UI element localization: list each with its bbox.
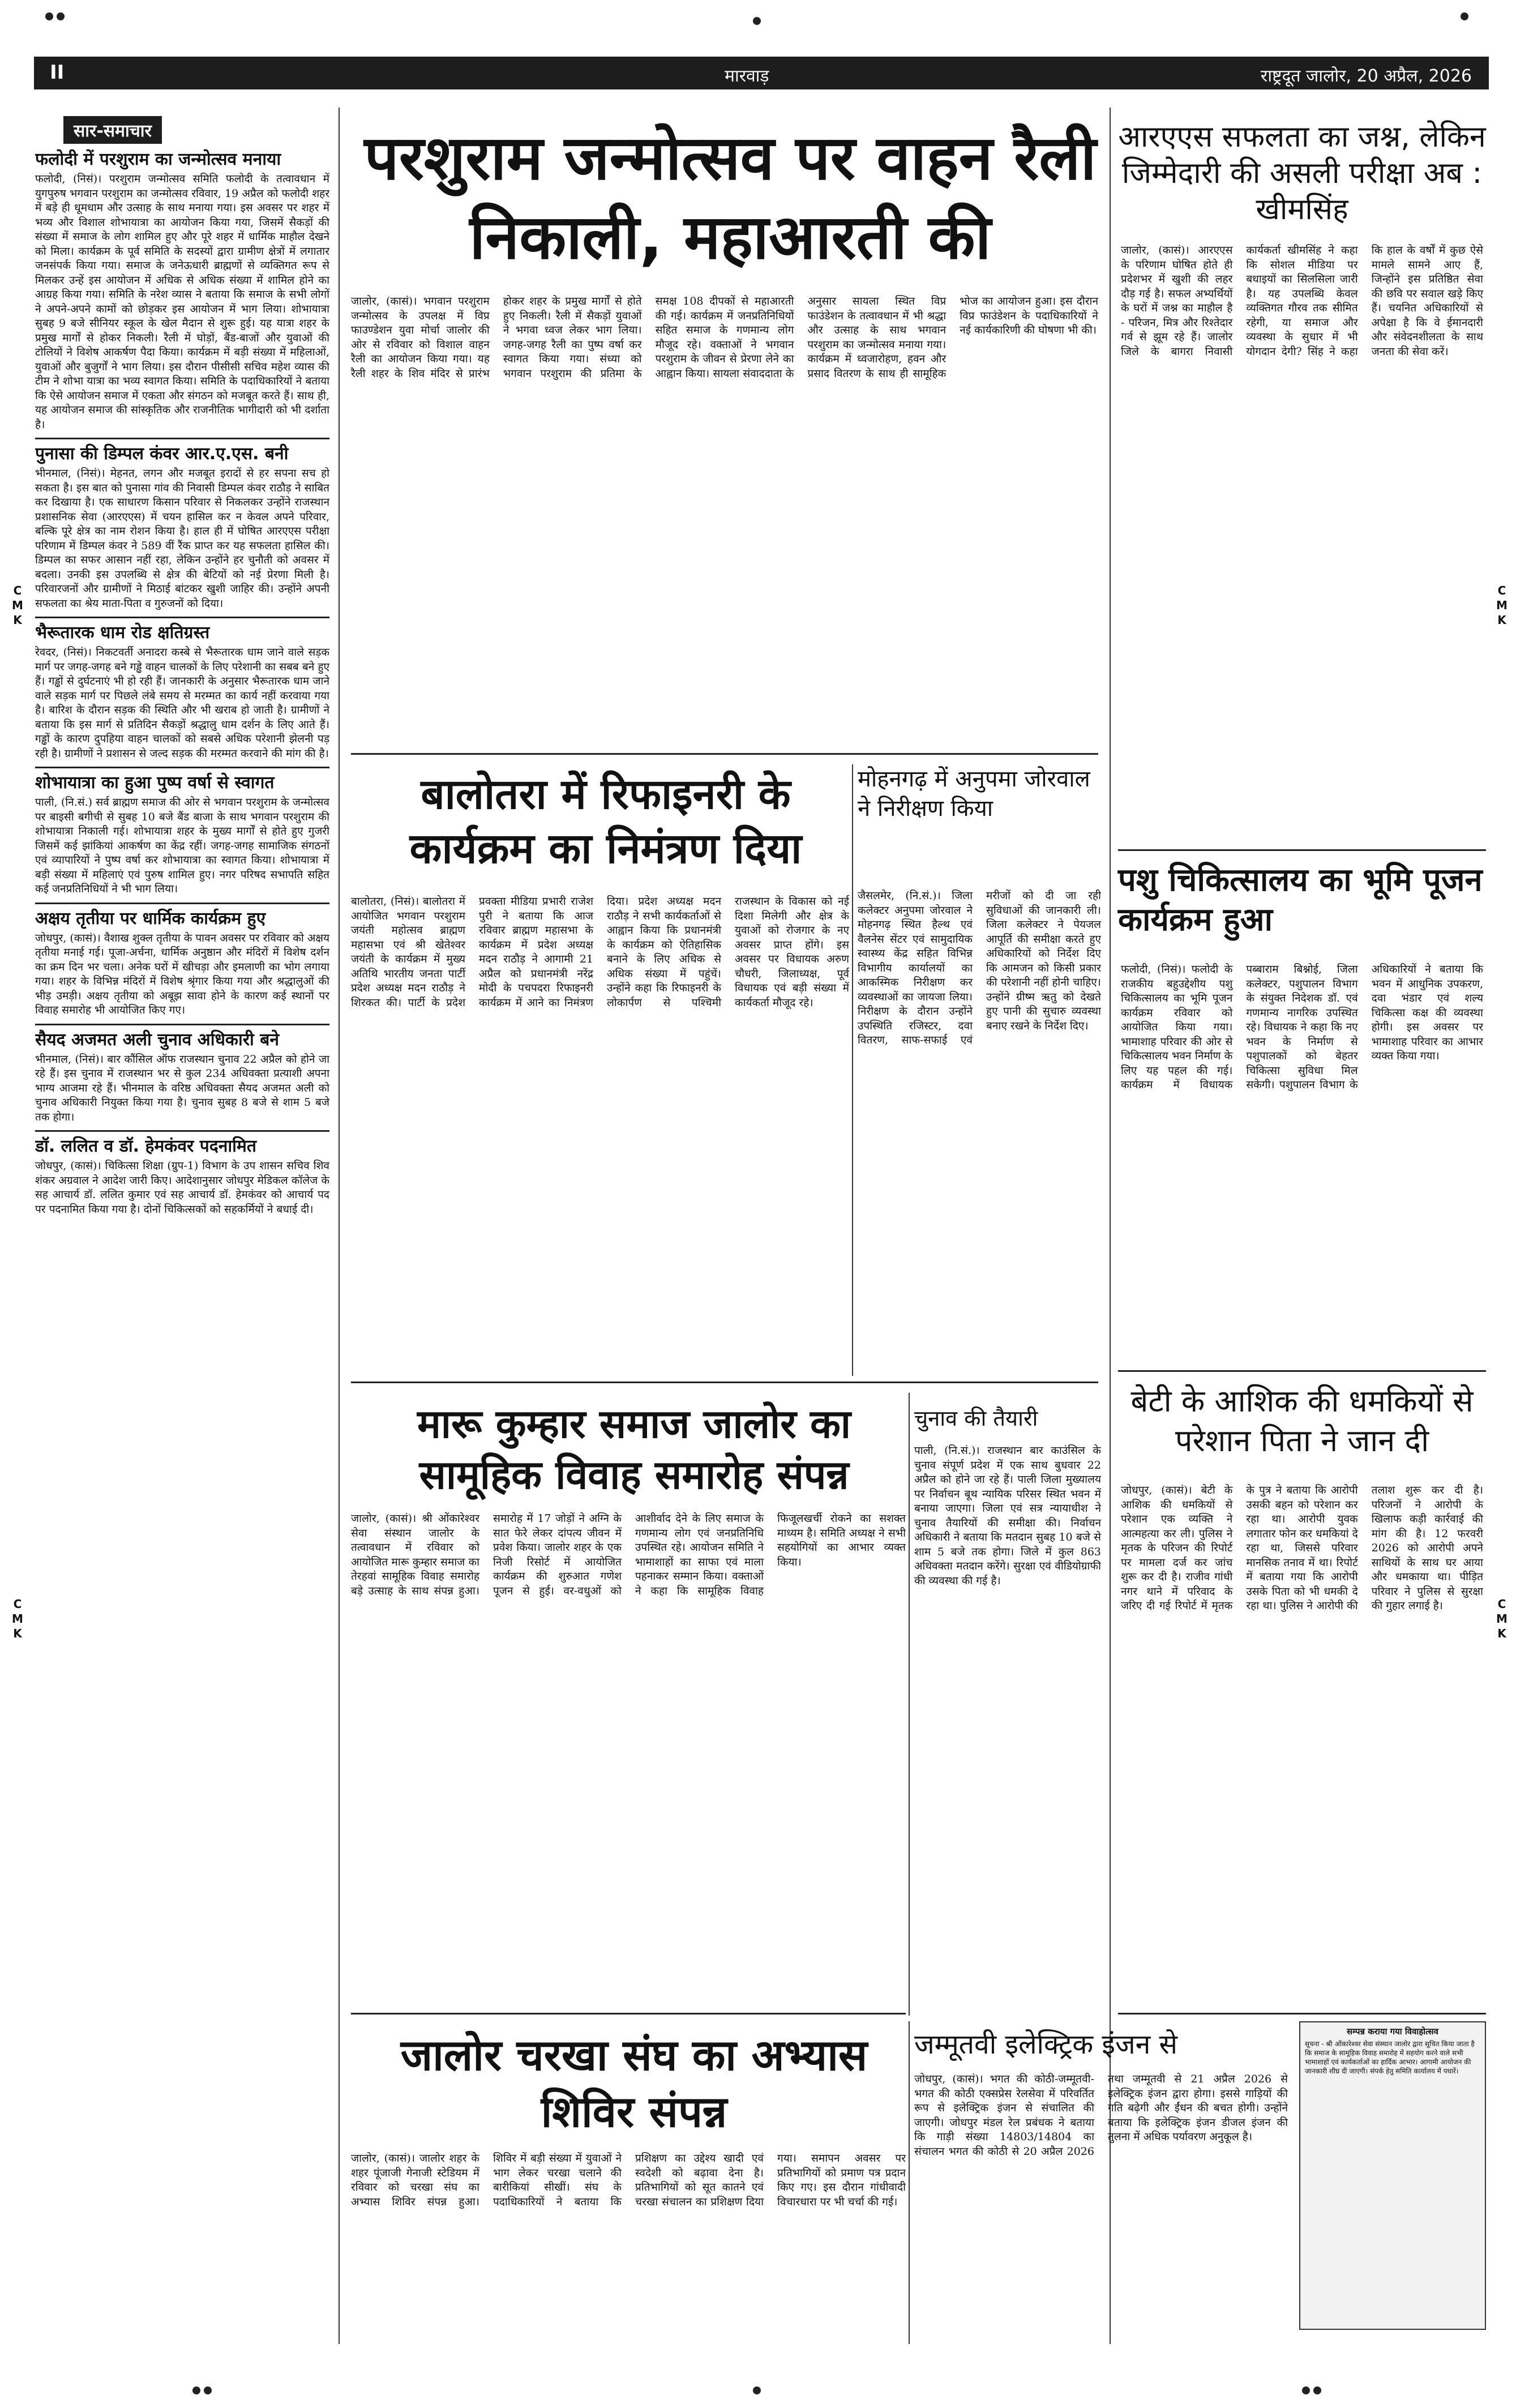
classified-notice — [1299, 2021, 1486, 2330]
page-number: II — [50, 61, 65, 84]
sidebar-divider — [35, 1130, 329, 1132]
column-rule-right — [1110, 108, 1111, 2344]
refinery-headline: बालोतरा में रिफाइनरी के कार्यक्रम का निमंत्रण दिया — [409, 770, 802, 873]
sidebar-divider — [35, 438, 329, 439]
sidebar-briefs — [35, 116, 329, 2341]
engine-headline: जम्मूतवी इलेक्ट्रिक इंजन से — [914, 2029, 1177, 2060]
election-article-body — [914, 1444, 1101, 2010]
threat-article-body — [1121, 1483, 1483, 2016]
inspection-article-text: जैसलमेर, (नि.सं.)। जिला कलेक्टर अनुपमा जोरवाल ने मोहनगढ़ स्थित हैल्थ एवं वैलनेस सेंटर एवं सामुदायिक स्वास्थ्य केंद्र सहित विभिन्न विभागीय कार्यालयों का आकस्मिक निरीक्षण कर व्यवस्थाओं का जायजा लिया। निरीक्षण के दौरान उन्होंने उपस्थिति रजिस्टर, दवा वितरण, साफ-सफाई एवं मरीजों को दी जा रही सुविधाओं की जानकारी ली। जिला कलेक्टर ने पेयजल आपूर्ति की समीक्षा करते हुए अधिकारियों को निर्देश दिए कि आमजन को किसी प्रकार की परेशानी नहीं होनी चाहिए। उन्होंने ग्रीष्म ऋतु को देखते हुए पानी की सुचारु व्यवस्था बनाए रखने के निर्देश दिए। — [858, 889, 1101, 1046]
inspection-article-body — [858, 889, 1101, 1376]
cmk-mark-right-bottom: C M K — [1496, 1597, 1508, 1640]
column-rule-sidebar — [339, 108, 340, 2344]
sidebar-item — [35, 149, 329, 432]
election-article-text: पाली, (नि.सं.)। राजस्थान बार काउंसिल के चुनाव संपूर्ण प्रदेश में एक साथ बुधवार 22 अप्रैल को होने जा रहे हैं। पाली जिला मुख्यालय पर निर्वाचन बूथ न्यायिक परिसर स्थित भवन में बनाया जाएगा। जिला एवं सत्र न्यायाधीश ने चुनाव तैयारियों की समीक्षा की। निर्वाचन अधिकारी ने बताया कि मतदान सुबह 10 बजे से शाम 5 बजे तक होगा। जिले में कुल 863 अधिवक्ता मतदान करेंगे। सुरक्षा एवं वीडियोग्राफी की व्यवस्था की गई है। — [914, 1444, 1101, 1587]
kumhar-article-body — [351, 1512, 906, 1965]
charkha-headline: जालोर चरखा संघ का अभ्यास शिविर संपन्न — [400, 2030, 868, 2137]
column-rule-election — [909, 1393, 910, 2016]
engine-article-text: जोधपुर, (कासं)। भगत की कोठी-जम्मूतवी-भगत की कोठी एक्सप्रेस रेलसेवा में परिवर्तित रूप से इलेक्ट्रिक इंजन से संचालित की जाएगी। जोधपुर मंडल रेल प्रबंधक ने बताया कि गाड़ी संख्या 14803/14804 का संचालन भगत की कोठी से 20 अप्रैल 2026 तथा जम्मूतवी से 21 अप्रैल 2026 से इलेक्ट्रिक इंजन द्वारा होगा। इससे गाड़ियों की गति बढ़ेगी और ईंधन की बचत होगी। उन्होंने बताया कि इलेक्ट्रिक इंजन डीजल इंजन की तुलना में अधिक पर्यावरण अनुकूल है। — [914, 2073, 1288, 2158]
sidebar-item-body: भीनमाल, (निसं)। बार कौंसिल ऑफ राजस्थान चुनाव 22 अप्रैल को होने जा रहे हैं। इस चुनाव में राजस्थान भर से कुल 234 अधिवक्ता प्रत्याशी अपना भाग्य आजमा रहे हैं। भीनमाल के वरिष्ठ अधिवक्ता सैयद अजमत अली को चुनाव अधिकारी नियुक्त किया गया है। चुनाव सुबह 8 बजे से शाम 5 बजे तक होगा। — [35, 1053, 329, 1123]
rule-right-2 — [1118, 1370, 1486, 1372]
sidebar-item — [35, 1136, 329, 1217]
inspection-headline: मोहनगढ़ में अनुपमा जोरवाल ने निरीक्षण किया — [858, 766, 1090, 822]
dateline: राष्ट्रदूत जालोर, 20 अप्रैल, 2026 — [1260, 66, 1472, 86]
sidebar-item-heading: सैयद अजमत अली चुनाव अधिकारी बने — [35, 1029, 280, 1050]
ras-headline: आरएएस सफलता का जश्न, लेकिन जिम्मेदारी की असली परीक्षा अब : खीमसिंह — [1118, 120, 1486, 226]
sidebar-item-heading: भैरूतारक धाम रोड क्षतिग्रस्त — [35, 623, 210, 643]
rule-right-3 — [1118, 2013, 1486, 2014]
sidebar-item-heading: पुनासा की डिम्पल कंवर आर.ए.एस. बनी — [35, 444, 289, 464]
registration-mark-bottom-center — [753, 2386, 761, 2394]
charkha-article-body — [351, 2152, 906, 2338]
registration-mark-top-right — [1461, 12, 1468, 20]
cmk-mark-left-bottom: C M K — [12, 1597, 23, 1640]
kumhar-article-text: जालोर, (कासं)। श्री ओंकारेश्वर सेवा संस्थान जालोर के तत्वावधान में रविवार को आयोजित मारू कुम्हार समाज का तेरहवां सामूहिक विवाह समारोह बड़े उत्साह के साथ संपन्न हुआ। समारोह में 17 जोड़ों ने अग्नि के सात फेरे लेकर दांपत्य जीवन में प्रवेश किया। जालोर शहर के एक निजी रिसोर्ट में आयोजित कार्यक्रम की शुरुआत गणेश पूजन से हुई। वर-वधुओं को आशीर्वाद देने के लिए समाज के गणमान्य लोग एवं जनप्रतिनिधि उपस्थित रहे। आयोजन समिति ने भामाशाहों का साफा एवं माला पहनाकर सम्मान किया। वक्ताओं ने कहा कि सामूहिक विवाह फिजूलखर्ची रोकने का सशक्त माध्यम है। समिति अध्यक्ष ने सभी सहयोगियों का आभार व्यक्त किया। — [351, 1512, 906, 1597]
registration-mark-top-center — [753, 17, 761, 25]
registration-mark-top-left — [45, 12, 53, 20]
sidebar-item-body: जोधपुर, (कासं)। चिकित्सा शिक्षा (ग्रुप-1) विभाग के उप शासन सचिव शिव शंकर अग्रवाल ने आदेश जारी किए। आदेशानुसार जोधपुर मेडिकल कॉलेज के सह आचार्य डॉ. ललित कुमार एवं सह आचार्य डॉ. हेमकंवर को आचार्य पद पर पदनामित किया गया है। दोनों चिकित्सकों को सहकर्मियों ने बधाई दी। — [35, 1160, 329, 1216]
sidebar-item-body: पाली, (नि.सं.) सर्व ब्राह्मण समाज की ओर से भगवान परशुराम के जन्मोत्सव पर बाइसी बगीची से सुबह 10 बजे बैंड बाजा के साथ भगवान परशुराम की शोभायात्रा निकाली गई। शोभायात्रा शहर के मुख्य मार्गों से होते हुए गुजरी जिसमें कई झांकियां आकर्षण का केंद्र रहीं। जगह-जगह सामाजिक संगठनों एवं व्यापारियों ने पुष्प वर्षा कर शोभायात्रा का स्वागत किया। शोभायात्रा में बड़ी संख्या में महिलाएं एवं पुरुष शामिल हुए। नगर परिषद सभापति सहित कई जनप्रतिनिधियों ने भी भाग लिया। — [35, 796, 329, 895]
sidebar-item-heading: फलोदी में परशुराम का जन्मोत्सव मनाया — [35, 149, 281, 169]
refinery-article-body — [351, 895, 849, 1376]
cmk-mark-left-top: C M K — [12, 584, 23, 627]
rule-below-lead — [351, 753, 1098, 755]
registration-mark-bottom-right-2 — [1313, 2386, 1321, 2394]
sidebar-item — [35, 444, 329, 611]
section-name: मारवाड़ — [725, 66, 769, 86]
rule-below-refinery — [351, 1382, 1098, 1383]
sidebar-item — [35, 773, 329, 897]
sidebar-divider — [35, 767, 329, 768]
registration-mark-bottom-left-2 — [204, 2386, 212, 2394]
engine-article-body — [914, 2072, 1288, 2338]
ras-article-body — [1121, 243, 1483, 844]
refinery-article-text: बालोतरा, (निसं)। बालोतरा में आयोजित भगवान परशुराम जयंती महोत्सव ब्राह्मण महासभा एवं श्री खेतेश्वर जयंती के कार्यक्रम में मुख्य अतिथि भारतीय जनता पार्टी प्रदेश अध्यक्ष मदन राठौड़ ने शिरकत की। पार्टी के प्रदेश प्रवक्ता मीडिया प्रभारी राजेश पुरी ने बताया कि आज रविवार ब्राह्मण महासभा के कार्यक्रम में प्रदेश अध्यक्ष मदन राठौड़ ने आगामी 21 अप्रैल को प्रधानमंत्री नरेंद्र मोदी के पचपदरा रिफाइनरी कार्यक्रम में आने का निमंत्रण दिया। प्रदेश अध्यक्ष मदन राठौड़ ने सभी कार्यकर्ताओं से आह्वान किया कि प्रधानमंत्री के कार्यक्रम को ऐतिहासिक बनाने के लिए अधिक से अधिक संख्या में पहुंचें। उन्होंने कहा कि रिफाइनरी के लोकार्पण से पश्चिमी राजस्थान के विकास को नई दिशा मिलेगी और क्षेत्र के युवाओं को रोजगार के नए अवसर प्राप्त होंगे। इस अवसर पर विधायक अरुण चौधरी, जिलाध्यक्ष, पूर्व विधायक एवं बड़ी संख्या में कार्यकर्ता मौजूद रहे। — [351, 895, 849, 1009]
sidebar-divider — [35, 1024, 329, 1025]
lead-article-body — [351, 294, 1098, 742]
vet-headline: पशु चिकित्सालय का भूमि पूजन कार्यक्रम हुआ — [1118, 862, 1483, 938]
lead-article-text: जालोर, (कासं)। भगवान परशुराम जन्मोत्सव के उपलक्ष में विप्र फाउण्डेशन युवा मोर्चा जालोर की ओर से रविवार को विशाल वाहन रैली का आयोजन किया गया। यह रैली शहर के शिव मंदिर से प्रारंभ होकर शहर के प्रमुख मार्गों से होते हुए निकली। रैली में सैकड़ों युवाओं ने भगवा ध्वज लेकर भाग लिया। जगह-जगह रैली का पुष्प वर्षा कर स्वागत किया गया। संध्या को भगवान परशुराम की प्रतिमा के समक्ष 108 दीपकों से महाआरती की गई। कार्यक्रम में जनप्रतिनिधियों सहित समाज के गणमान्य लोग मौजूद रहे। वक्ताओं ने भगवान परशुराम के जीवन से प्रेरणा लेने का आह्वान किया। सायला संवाददाता के अनुसार सायला स्थित विप्र फाउंडेशन के तत्वावधान में भी श्रद्धा और उत्साह के साथ भगवान परशुराम का जन्मोत्सव मनाया गया। कार्यक्रम में ध्वजारोहण, हवन और प्रसाद वितरण के साथ ही सामूहिक भोज का आयोजन हुआ। इस दौरान विप्र फाउंडेशन के पदाधिकारियों ने नई कार्यकारिणी की घोषणा भी की। — [351, 295, 1098, 380]
vet-article-body — [1121, 963, 1483, 1359]
charkha-article-text: जालोर, (कासं)। जालोर शहर के शहर पूंजाजी गेनाजी स्टेडियम में रविवार को चरखा संघ का अभ्यास शिविर संपन्न हुआ। शिविर में बड़ी संख्या में युवाओं ने भाग लेकर चरखा चलाने की बारीकियां सीखीं। संघ के पदाधिकारियों ने बताया कि प्रशिक्षण का उद्देश्य खादी एवं स्वदेशी को बढ़ावा देना है। प्रतिभागियों को सूत कातने एवं चरखा संचालन का प्रशिक्षण दिया गया। समापन अवसर पर प्रतिभागियों को प्रमाण पत्र प्रदान किए गए। इस दौरान गांधीवादी विचारधारा पर भी चर्चा की गई। — [351, 2152, 906, 2208]
registration-mark-top-left-2 — [57, 12, 65, 20]
registration-mark-bottom-left — [192, 2386, 200, 2394]
sidebar-title: सार-समाचार — [63, 116, 162, 144]
rule-below-kumhar — [351, 2013, 906, 2014]
cmk-mark-right-top: C M K — [1496, 584, 1508, 627]
kumhar-headline: मारू कुम्हार समाज जालोर का सामूहिक विवाह समारोह संपन्न — [417, 1401, 851, 1498]
column-rule-engine — [909, 2021, 910, 2344]
column-rule-inspection — [852, 764, 853, 1376]
sidebar-item-body: भीनमाल, (निसं)। मेहनत, लगन और मजबूत इरादों से हर सपना सच हो सकता है। इस बात को पुनासा गांव की निवासी डिम्पल कंवर राठौड़ ने साबित कर दिखाया है। एक साधारण किसान परिवार से निकलकर उन्होंने राजस्थान प्रशासनिक सेवा (आरएएस) में चयन हासिल कर न केवल अपने परिवार, बल्कि पूरे क्षेत्र का नाम रोशन किया है। हाल ही में घोषित आरएएस परीक्षा परिणाम में डिम्पल कंवर ने 589 वीं रैंक प्राप्त कर यह सफलता हासिल की। डिम्पल का सफर आसान नहीं रहा, लेकिन उन्होंने हर चुनौती को अवसर में बदला। उनकी इस उपलब्धि से क्षेत्र की बेटियों को नई प्रेरणा मिली है। परिवारजनों और ग्रामीणों ने मिठाई बांटकर खुशी जाहिर की। उन्होंने अपनी सफलता का श्रेय माता-पिता व गुरुजनों को दिया। — [35, 467, 329, 610]
sidebar-divider — [35, 617, 329, 618]
threat-headline: बेटी के आशिक की धमकियों से परेशान पिता ने जान दी — [1130, 1383, 1474, 1459]
sidebar-item-heading: शोभायात्रा का हुआ पुष्प वर्षा से स्वागत — [35, 773, 275, 793]
ras-article-text: जालोर, (कासं)। आरएएस के परिणाम घोषित होते ही प्रदेशभर में खुशी की लहर दौड़ गई है। सफल अभ्यर्थियों के घरों में जश्न का माहौल है - परिजन, मित्र और रिश्तेदार गर्व से झूम रहे हैं। जालोर जिले के बागरा निवासी कार्यकर्ता खीमसिंह ने कहा कि सोशल मीडिया पर बधाइयों का सिलसिला जारी है। यह उपलब्धि केवल व्यक्तिगत गौरव तक सीमित रहेगी, या समाज और व्यवस्था के सुधार में भी योगदान देगी? सिंह ने कहा कि हाल के वर्षों में कुछ ऐसे मामले सामने आए हैं, जिन्होंने इस प्रतिष्ठित सेवा की छवि पर सवाल खड़े किए हैं। चयनित अधिकारियों से अपेक्षा है कि वे ईमानदारी और संवेदनशीलता के साथ जनता की सेवा करें। — [1121, 244, 1483, 358]
sidebar-item-body: फलोदी, (निसं)। परशुराम जन्मोत्सव समिति फलोदी के तत्वावधान में युगपुरुष भगवान परशुराम का जन्मोत्सव रविवार, 19 अप्रैल को फलोदी शहर में बड़े ही धूमधाम और उत्साह के साथ मनाया गया। इस अवसर पर शहर में भव्य और विशाल शोभायात्रा का आयोजन किया गया, जिसमें सैकड़ों की संख्या में समाज के लोग शामिल हुए और पूरे शहर में धार्मिक माहौल देखने को मिला। कार्यक्रम के पूर्व समिति के सदस्यों द्वारा ग्रामीण क्षेत्रों में लगातार जनसंपर्क किया गया। समाज के जनेऊधारी ब्राह्मणों से व्यक्तिगत रूप से मिलकर उन्हें इस आयोजन में अधिक से अधिक संख्या में शामिल होने का आग्रह किया गया। समिति के नरेश व्यास ने बताया कि समाज के सभी लोगों ने अपने-अपने कामों को छोड़कर इस आयोजन में भाग लिया। शोभायात्रा सुबह 9 बजे सीनियर स्कूल के खेल मैदान से शुरू हुई। यह यात्रा शहर के प्रमुख मार्गों से होकर निकली। रैली में घोड़ों, बैंड-बाजों और युवाओं की टोलियों ने विशेष आकर्षण पैदा किया। कार्यक्रम में बड़ी संख्या में महिलाओं, युवाओं और बुजुर्गों ने भाग लिया। इस दौरान पीसीसी सचिव महेश व्यास की टीम ने शोभा यात्रा का भव्य स्वागत किया। समिति के पदाधिकारियों ने बताया कि ऐसे आयोजन समाज में एकता और संगठन को मजबूत करते हैं। साथ ही, यह आयोजन समाज की सांस्कृतिक और राजनीतिक भागीदारी को भी दर्शाता है। — [35, 173, 329, 431]
sidebar-divider — [35, 903, 329, 904]
page-header-bar — [34, 57, 1489, 89]
notice-title: सम्पन्न कराया गया विवाहोत्सव — [1347, 2026, 1438, 2037]
registration-mark-bottom-right — [1302, 2386, 1310, 2394]
notice-body: सूचना - श्री ओंकारेश्वर सेवा संस्थान जालोर द्वारा सूचित किया जाता है कि समाज के सामूहिक विवाह समारोह में सहयोग करने वाले सभी भामाशाहों एवं कार्यकर्ताओं का हार्दिक आभार। आगामी आयोजन की जानकारी शीघ्र दी जाएगी। संपर्क हेतु समिति कार्यालय में पधारें। — [1305, 2040, 1475, 2075]
threat-article-text: जोधपुर, (कासं)। बेटी के आशिक की धमकियों से परेशान एक व्यक्ति ने आत्महत्या कर ली। पुलिस ने मृतक के परिजन की रिपोर्ट पर मामला दर्ज कर जांच शुरू कर दी है। राजीव गांधी नगर थाने में परिवाद के जरिए दी गई रिपोर्ट में मृतक के पुत्र ने बताया कि आरोपी उसकी बहन को परेशान कर रहा था। आरोपी युवक लगातार फोन कर धमकियां दे रहा था, जिससे परिवार मानसिक तनाव में था। रिपोर्ट में बताया गया कि आरोपी उसके पिता को भी धमकी दे रहा था। पुलिस ने आरोपी की तलाश शुरू कर दी है। परिजनों ने आरोपी के खिलाफ कड़ी कार्रवाई की मांग की है। 12 फरवरी 2026 को आरोपी अपने साथियों के साथ घर आया और धमकाया था। पीड़ित परिवार ने पुलिस से सुरक्षा की गुहार लगाई है। — [1121, 1484, 1483, 1612]
sidebar-item — [35, 1030, 329, 1125]
lead-headline: परशुराम जन्मोत्सव पर वाहन रैली निकाली, महाआरती की — [364, 123, 1097, 273]
vet-article-text: फलोदी, (निसं)। फलोदी के राजकीय बहुउद्देशीय पशु चिकित्सालय का भूमि पूजन कार्यक्रम रविवार को आयोजित किया गया। भामाशाह परिवार की ओर से चिकित्सालय भवन निर्माण के लिए यह पहल की गई। कार्यक्रम में विधायक पब्बाराम बिश्नोई, जिला कलेक्टर, पशुपालन विभाग के संयुक्त निदेशक डॉ. एवं गणमान्य नागरिक उपस्थित रहे। विधायक ने कहा कि नए भवन के निर्माण से पशुपालकों को बेहतर चिकित्सा सुविधा मिल सकेगी। पशुपालन विभाग के अधिकारियों ने बताया कि भवन में आधुनिक उपकरण, दवा भंडार एवं शल्य चिकित्सा कक्ष की व्यवस्था होगी। इस अवसर पर भामाशाह परिवार का आभार व्यक्त किया गया। — [1121, 963, 1483, 1091]
sidebar-item-body: रेवदर, (निसं)। निकटवर्ती अनादरा कस्बे से भैरूतारक धाम जाने वाले सड़क मार्ग पर जगह-जगह बने गड्ढे वाहन चालकों के लिए परेशानी का सबब बने हुए हैं। गड्ढों से दुर्घटनाएं भी हो रही हैं। जानकारी के अनुसार भैरूतारक धाम जाने वाले सड़क मार्ग पर पिछले लंबे समय से मरम्मत का कार्य नहीं करवाया गया है। बारिश के दौरान सड़क की स्थिति और भी खराब हो जाती है। ग्रामीणों ने बताया कि इस मार्ग से प्रतिदिन सैकड़ों श्रद्धालु धाम दर्शन के लिए आते हैं। गड्ढों के कारण दुपहिया वाहन चालकों को सबसे अधिक परेशानी झेलनी पड़ रही है। ग्रामीणों ने प्रशासन से जल्द सड़क की मरम्मत करवाने की मांग की है। — [35, 646, 329, 760]
sidebar-item — [35, 623, 329, 761]
sidebar-item-body: जोधपुर, (कासं)। वैशाख शुक्ल तृतीया के पावन अवसर पर रविवार को अक्षय तृतीया मनाई गई। पूजा-अर्चना, धार्मिक अनुष्ठान और मंदिरों में विशेष दर्शन का क्रम दिन भर चला। अनेक घरों में खीचड़ा और इमलाणी का भोग लगाया गया। शहर के विभिन्न मंदिरों में विशेष श्रृंगार किया गया और श्रद्धालुओं की भीड़ उमड़ी। अक्षय तृतीया को अबूझ सावा होने के कारण कई स्थानों पर विवाह समारोह भी आयोजित किए गए। — [35, 931, 329, 1016]
sidebar-item — [35, 909, 329, 1018]
rule-right-1 — [1118, 849, 1486, 851]
sidebar-item-heading: डॉ. ललित व डॉ. हेमकंवर पदनामित — [35, 1136, 256, 1156]
sidebar-item-heading: अक्षय तृतीया पर धार्मिक कार्यक्रम हुए — [35, 908, 266, 929]
election-headline: चुनाव की तैयारी — [914, 1406, 1038, 1431]
